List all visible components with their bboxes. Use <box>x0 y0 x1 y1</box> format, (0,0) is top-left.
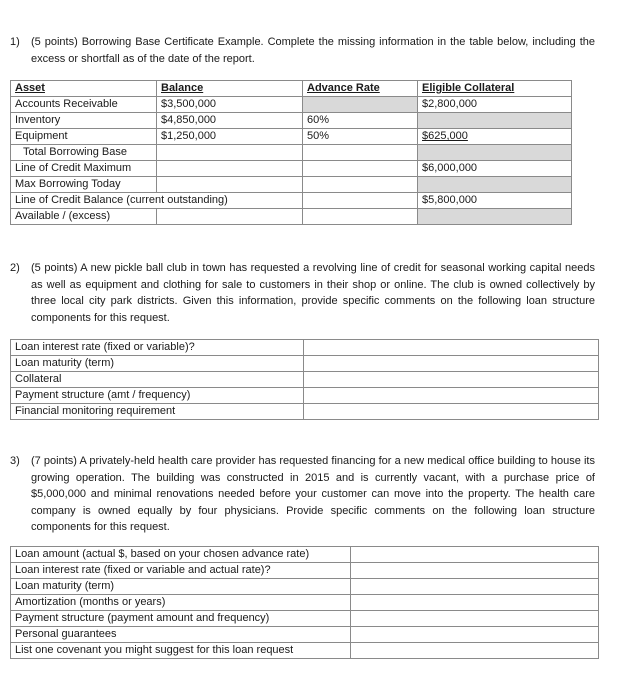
answer-cell[interactable] <box>351 611 599 627</box>
eligible-cell-blank[interactable] <box>418 113 572 129</box>
question-text: (7 points) A privately-held health care provider has requested financing for a new medical office building to house its growing operation. The building was constructed in 2015 and is currently vacant, with a purchase price of $5,000,000 and minimal renovations needed before your customer can move into the property. The health care company is owned equally by four physicians. Provide specific comments on the following loan structure components for this request. <box>31 455 595 533</box>
component-label: Loan amount (actual $, based on your chosen advance rate) <box>11 547 351 563</box>
component-label: Loan interest rate (fixed or variable)? <box>11 340 304 356</box>
table-row <box>11 161 572 177</box>
component-label: Collateral <box>11 372 304 388</box>
component-label: Loan maturity (term) <box>11 579 351 595</box>
component-label: Payment structure (amt / frequency) <box>11 388 304 404</box>
answer-cell[interactable] <box>351 643 599 659</box>
table-row <box>11 372 599 388</box>
table-row <box>11 340 599 356</box>
answer-cell[interactable] <box>304 372 599 388</box>
table-row <box>11 193 572 209</box>
eligible-cell: $2,800,000 <box>418 97 572 113</box>
balance-cell-blank[interactable] <box>157 145 303 161</box>
question-3 <box>10 453 595 536</box>
loan-structure-table-q3 <box>10 546 599 659</box>
table-row <box>11 643 599 659</box>
balance-cell: $1,250,000 <box>157 129 303 145</box>
table-row <box>11 404 599 420</box>
table-row <box>11 145 572 161</box>
asset-cell: Available / (excess) <box>11 209 157 225</box>
loan-structure-table-q2 <box>10 339 599 420</box>
eligible-cell: $625,000 <box>418 129 572 145</box>
question-text: (5 points) Borrowing Base Certificate Example. Complete the missing information in the table below, including the excess or shortfall as of the date of the report. <box>31 36 595 65</box>
component-label: Personal guarantees <box>11 627 351 643</box>
component-label: Loan interest rate (fixed or variable and actual rate)? <box>11 563 351 579</box>
table-row <box>11 388 599 404</box>
asset-cell: Inventory <box>11 113 157 129</box>
answer-cell[interactable] <box>304 404 599 420</box>
header-balance: Balance <box>157 81 303 97</box>
table-row <box>11 547 599 563</box>
header-asset: Asset <box>11 81 157 97</box>
asset-cell: Line of Credit Maximum <box>11 161 157 177</box>
answer-cell[interactable] <box>304 388 599 404</box>
asset-cell: Equipment <box>11 129 157 145</box>
table-row <box>11 209 572 225</box>
component-label: Payment structure (payment amount and frequency) <box>11 611 351 627</box>
rate-cell-blank[interactable] <box>303 145 418 161</box>
table-row <box>11 97 572 113</box>
balance-cell: $4,850,000 <box>157 113 303 129</box>
table-row <box>11 579 599 595</box>
rate-cell-blank[interactable] <box>303 161 418 177</box>
answer-cell[interactable] <box>351 595 599 611</box>
rate-cell-blank[interactable] <box>303 177 418 193</box>
table-row <box>11 356 599 372</box>
asset-cell: Max Borrowing Today <box>11 177 157 193</box>
answer-cell[interactable] <box>351 563 599 579</box>
rate-cell-blank[interactable] <box>303 193 418 209</box>
eligible-cell: $5,800,000 <box>418 193 572 209</box>
answer-cell[interactable] <box>351 579 599 595</box>
header-advance-rate: Advance Rate <box>303 81 418 97</box>
component-label: Loan maturity (term) <box>11 356 304 372</box>
component-label: Financial monitoring requirement <box>11 404 304 420</box>
table-row <box>11 611 599 627</box>
table-row <box>11 177 572 193</box>
answer-cell[interactable] <box>351 627 599 643</box>
question-number: 1) <box>10 36 20 48</box>
answer-cell[interactable] <box>304 340 599 356</box>
question-number: 2) <box>10 262 20 274</box>
rate-cell: 60% <box>303 113 418 129</box>
balance-cell-blank[interactable] <box>157 177 303 193</box>
table-row <box>11 129 572 145</box>
rate-cell <box>303 97 418 113</box>
asset-cell: Line of Credit Balance (current outstanding) <box>11 193 303 209</box>
component-label: Amortization (months or years) <box>11 595 351 611</box>
table-row <box>11 595 599 611</box>
balance-cell: $3,500,000 <box>157 97 303 113</box>
rate-cell: 50% <box>303 129 418 145</box>
rate-cell-blank[interactable] <box>303 209 418 225</box>
question-text: (5 points) A new pickle ball club in town has requested a revolving line of credit for seasonal working capital needs as well as equipment and clothing for sale to customers in their shop or online. The club is owned collectively by three local city park districts. Given this information, provide specific comments on the following loan structure components for this request. <box>31 262 595 324</box>
table-row <box>11 113 572 129</box>
answer-cell[interactable] <box>304 356 599 372</box>
answer-cell[interactable] <box>351 547 599 563</box>
header-eligible-collateral: Eligible Collateral <box>418 81 572 97</box>
balance-cell-blank[interactable] <box>157 161 303 177</box>
eligible-cell-blank[interactable] <box>418 145 572 161</box>
asset-cell: Total Borrowing Base <box>11 145 157 161</box>
balance-cell-blank[interactable] <box>157 209 303 225</box>
eligible-cell: $6,000,000 <box>418 161 572 177</box>
table-row <box>11 627 599 643</box>
borrowing-base-table <box>10 80 572 225</box>
table-header-row <box>11 81 572 97</box>
component-label: List one covenant you might suggest for this loan request <box>11 643 351 659</box>
question-2 <box>10 260 595 326</box>
eligible-cell-blank[interactable] <box>418 209 572 225</box>
question-number: 3) <box>10 455 20 467</box>
asset-cell: Accounts Receivable <box>11 97 157 113</box>
table-row <box>11 563 599 579</box>
question-1 <box>10 34 595 67</box>
eligible-cell-blank[interactable] <box>418 177 572 193</box>
